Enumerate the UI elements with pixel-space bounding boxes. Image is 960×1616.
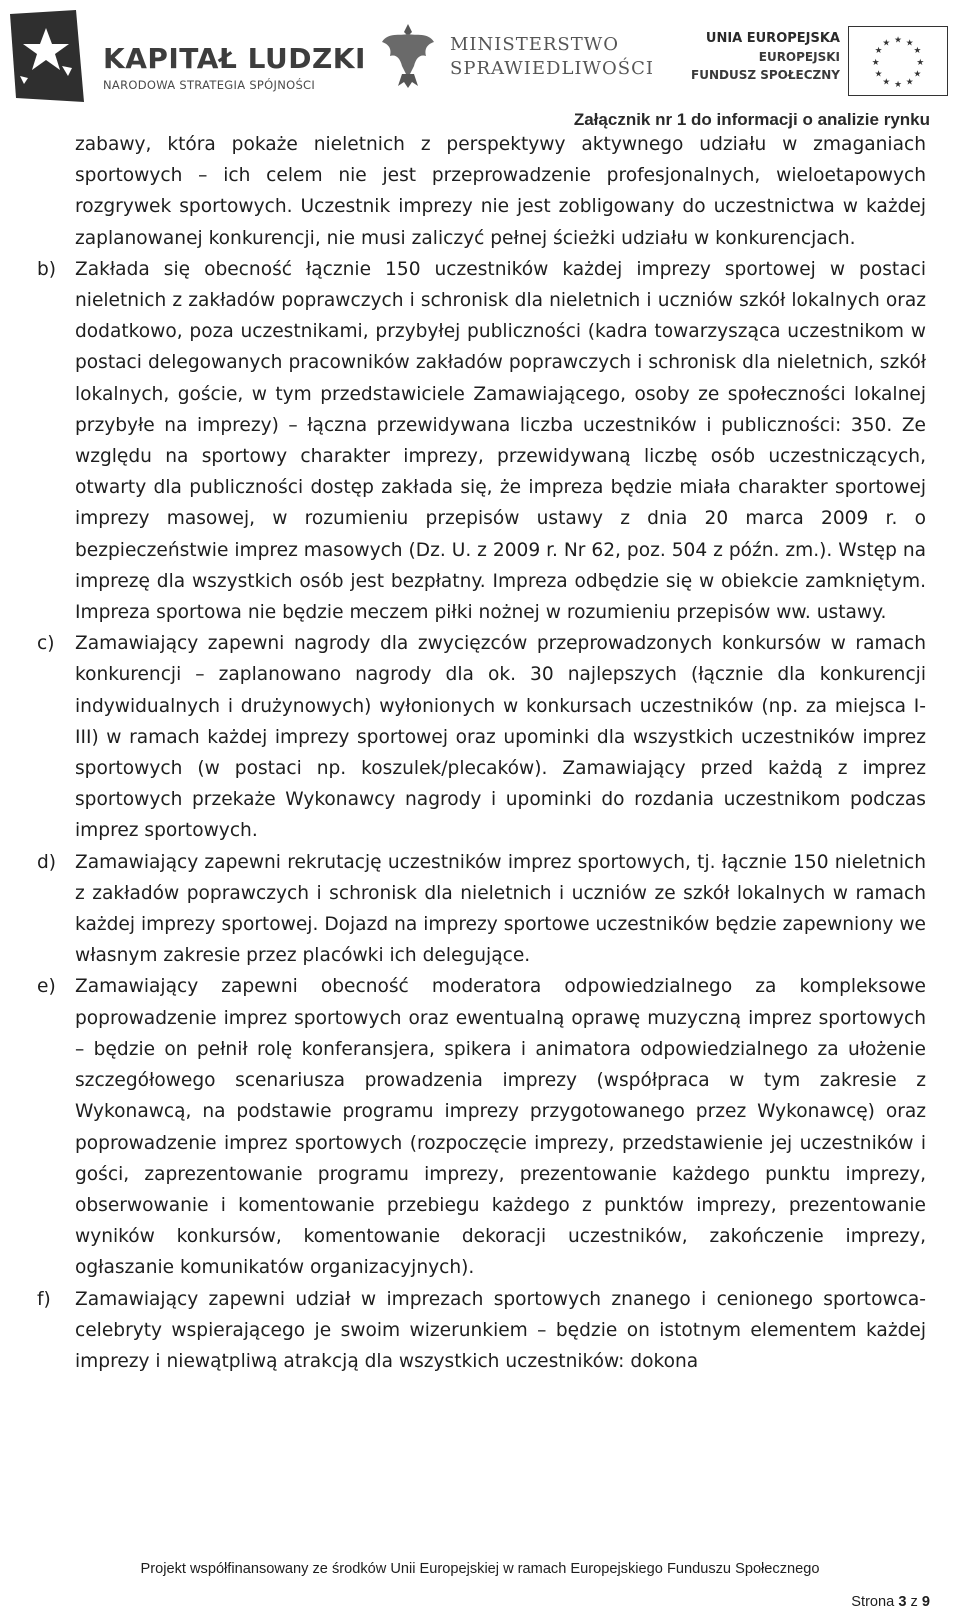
star-person-icon [6,6,88,106]
logo-kl-subtitle: NARODOWA STRATEGIA SPÓJNOŚCI [103,78,316,92]
footer-cofinancing-note: Projekt współfinansowany ze środków Unii Europejskiej w ramach Europejskiego Funduszu Społecznego [140,1561,820,1577]
logo-eu-line2: EUROPEJSKI [758,50,840,64]
logo-kapital-ludzki [6,6,366,106]
list-item-text: Zamawiający zapewni udział w imprezach sportowych znanego i cenionego sportowca-celebryty wspierającego je swoim wizerunkiem – będzie on istotnym elementem każdej imprezy i niewątpliwą atrakcją dla wszystkich uczestników: dokona [75,1288,926,1372]
svg-text:★: ★ [882,77,891,88]
eagle-emblem-icon [378,18,438,90]
svg-text:★: ★ [894,35,902,46]
page-separator: z [906,1594,922,1610]
svg-text:★: ★ [913,46,922,57]
svg-text:★: ★ [871,57,880,68]
list-item-text: Zakłada się obecność łącznie 150 uczestników każdej imprezy sportowej w postaci nieletnich z zakładów poprawczych i schronisk dla nieletnich i uczniów szkół lokalnych oraz dodatkowo, poza uczestnikami, przybyłej publiczności (kadra towarzysząca uczestnikom w postaci delegowanych pracowników zakładów poprawczych i schronisk dla nieletnich, szkół lokalnych, goście, w tym przedstawiciele Zamawiającego, osoby ze społeczności lokalnej przybyłe na imprezy) – łączna przewidywana liczba uczestników i publiczności: 350. Ze względu na sportowy charakter imprezy, przewidywaną liczbę osób uczestniczących, otwarty dla publiczności dostęp zakłada się, że impreza będzie miała charakter sportowej imprezy masowej, w rozumieniu przepisów ustawy z dnia 20 marca 2009 r. o bezpieczeństwie imprez masowych (Dz. U. z 2009 r. Nr 62, poz. 504 z późn. zm.). Wstęp na imprezę dla wszystkich osób jest bezpłatny. Impreza odbędzie się w obiekcie zamkniętym. Impreza sportowa nie będzie meczem piłki nożnej w rozumieniu przepisów ww. ustawy. [75,258,926,624]
svg-text:★: ★ [874,46,883,57]
list-item-text: Zamawiający zapewni obecność moderatora odpowiedzialnego za kompleksowe poprowadzenie imprez sportowych oraz ewentualną oprawę muzyczną imprez sportowych – będzie on pełnił rolę konferansjera, spikera i animatora odpowiedzialnego za ułożenie szczegółowego scenariusza prowadzenia imprezy (współpraca w tym zakresie z Wykonawcą, na podstawie programu imprezy przygotowanego przez Wykonawcę) oraz poprowadzenie imprez sportowych (rozpoczęcie imprezy, przedstawienie jej uczestników i gości, zaprezentowanie programu imprezy, prezentowanie każdego punktu imprezy, obserwowanie i komentowanie przebiegu każdego z punktów imprezy, prezentowanie wyników konkursów, komentowanie dekoracji uczestników, zakończenie imprezy, ogłaszanie komunikatów organizacyjnych). [75,976,926,1279]
list-item-text: Zamawiający zapewni nagrody dla zwycięzców przeprowadzonych konkursów w ramach konkurencji – zaplanowano nagrody dla ok. 30 najlepszych (łącznie dla konkurencji indywidualnych i drużynowych) wyłonionych w konkursach uczestników (np. za miejsca I-III) w ramach każdej imprezy sportowej oraz upominki dla wszystkich uczestników imprez sportowych (w postaci np. koszulek/plecaków). Zamawiający przed każdą z imprez sportowych przekaże Wykonawcy nagrody i upominki do rozdania uczestnikom podczas imprez sportowych. [75,633,926,842]
list-item-label: f) [37,1288,51,1310]
logo-ministerstwo [378,18,658,98]
logo-eu-line1: UNIA EUROPEJSKA [705,31,840,46]
list-item-c [37,628,926,846]
logo-kl-title: KAPITAŁ LUDZKI [103,42,366,75]
logo-eu-line3: FUNDUSZ SPOŁECZNY [691,68,840,82]
annex-label: Załącznik nr 1 do informacji o analizie rynku [573,110,930,129]
svg-text:★: ★ [894,80,902,91]
svg-text:★: ★ [913,69,922,80]
continuation-paragraph: zabawy, która pokaże nieletnich z perspektywy aktywnego udziału w zmaganiach sportowych – ich celem nie jest przeprowadzenie profesjonalnych, wieloetapowych rozgrywek sportowych. Uczestnik imprezy nie jest zobligowany do uczestnictwa w każdej zaplanowanej konkurencji, nie musi zaliczyć pełnej ścieżki udziału w konkurencjach. [75,134,926,249]
svg-text:★: ★ [874,69,883,80]
list-item-label: e) [37,976,56,998]
list-item-b [37,254,926,628]
svg-text:★: ★ [882,38,891,49]
list-item-d [37,847,926,972]
svg-text:★: ★ [905,38,914,49]
svg-text:★: ★ [916,57,925,68]
page-total: 9 [921,1594,930,1610]
list-item-text: Zamawiający zapewni rekrutację uczestników imprez sportowych, tj. łącznie 150 nieletnich z zakładów poprawczych i schronisk dla nieletnich i uczniów ze szkół lokalnych w ramach każdej imprezy sportowej. Dojazd na imprezy sportowe uczestników będzie zapewniony we własnym zakresie przez placówki ich delegujące. [75,851,926,967]
list-item-f [37,1284,926,1378]
list-item-label: c) [37,633,55,655]
logo-unia-europejska [678,26,948,108]
logo-ms-line1: MINISTERSTWO [450,34,620,55]
page-current: 3 [898,1594,907,1610]
list-item-label: b) [37,258,57,280]
list-item-e [37,971,926,1283]
document-body [0,129,960,1377]
eu-flag-icon [848,26,948,96]
logo-ms-line2: SPRAWIEDLIWOŚCI [450,58,654,79]
svg-text:★: ★ [905,77,914,88]
page-prefix: Strona [851,1594,899,1610]
page-number [851,1594,930,1610]
list-item-label: d) [37,851,57,873]
